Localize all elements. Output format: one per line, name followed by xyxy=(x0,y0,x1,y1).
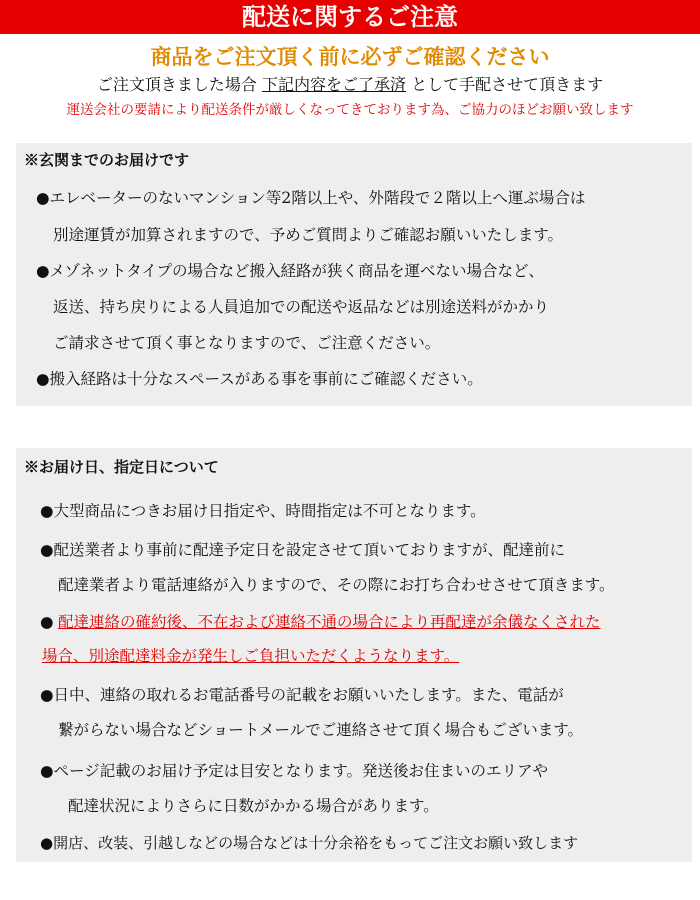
list-item: ●開店、改装、引越しなどの場合などは十分余裕をもってご注文お願い致します xyxy=(40,834,579,852)
list-item-continuation: ご請求させて頂く事となりますので、ご注意ください。 xyxy=(53,334,441,352)
page-banner: 配送に関するご注意 xyxy=(0,0,700,34)
list-item: ●エレベーターのないマンション等2階以上や、外階段で２階以上へ運ぶ場合は xyxy=(36,189,586,207)
list-item: ●日中、連絡の取れるお電話番号の記載をお願いいたします。また、電話が xyxy=(40,686,564,704)
order-notice-underlined: 下記内容をご了承済 xyxy=(261,75,406,94)
section-doorstep-delivery xyxy=(16,143,692,406)
section-delivery-date xyxy=(16,448,692,862)
order-notice-before: ご注文頂きました場合 xyxy=(96,75,257,94)
order-notice xyxy=(0,74,700,96)
list-item: ●メゾネットタイプの場合など搬入経路が狭く商品を運べない場合など、 xyxy=(36,262,544,280)
list-item: ●大型商品につきお届け日指定や、時間指定は不可となります。 xyxy=(40,502,486,520)
list-item-continuation: 繋がらない場合などショートメールでご連絡させて頂く場合もございます。 xyxy=(58,721,583,739)
list-item-continuation: 配達状況によりさらに日数がかかる場合があります。 xyxy=(68,797,439,815)
section-title: ※玄関までのお届けです xyxy=(24,151,190,169)
carrier-request-notice: 運送会社の要請により配送条件が厳しくなってきております為、ご協力のほどお願い致します xyxy=(66,102,634,118)
section-title: ※お届け日、指定日について xyxy=(24,458,219,476)
list-item-continuation: 返送、持ち戻りによる人員追加での配送や返品などは別途送料がかかり xyxy=(53,298,550,316)
redelivery-warning-continuation: 場合、別途配達料金が発生しご負担いただくようなります。 xyxy=(42,647,460,665)
headline: 商品をご注文頂く前に必ずご確認ください xyxy=(150,45,550,69)
list-item: ●ページ記載のお届け予定は目安となります。発送後お住まいのエリアや xyxy=(40,762,548,780)
list-item-continuation: 配達業者より電話連絡が入りますので、その際にお打ち合わせさせて頂きます。 xyxy=(58,576,615,594)
list-item-bullet: ● xyxy=(40,613,54,631)
order-notice-after: として手配させて頂きます xyxy=(411,75,604,94)
list-item: ●搬入経路は十分なスペースがある事を事前にご確認ください。 xyxy=(36,370,483,388)
list-item: ●配送業者より事前に配達予定日を設定させて頂いておりますが、配達前に xyxy=(40,541,566,559)
list-item-continuation: 別途運賃が加算されますので、予めご質問よりご確認お願いいたします。 xyxy=(53,226,563,244)
redelivery-warning: 配達連絡の確約後、不在および連絡不通の場合により再配達が余儀なくされた xyxy=(58,613,601,631)
